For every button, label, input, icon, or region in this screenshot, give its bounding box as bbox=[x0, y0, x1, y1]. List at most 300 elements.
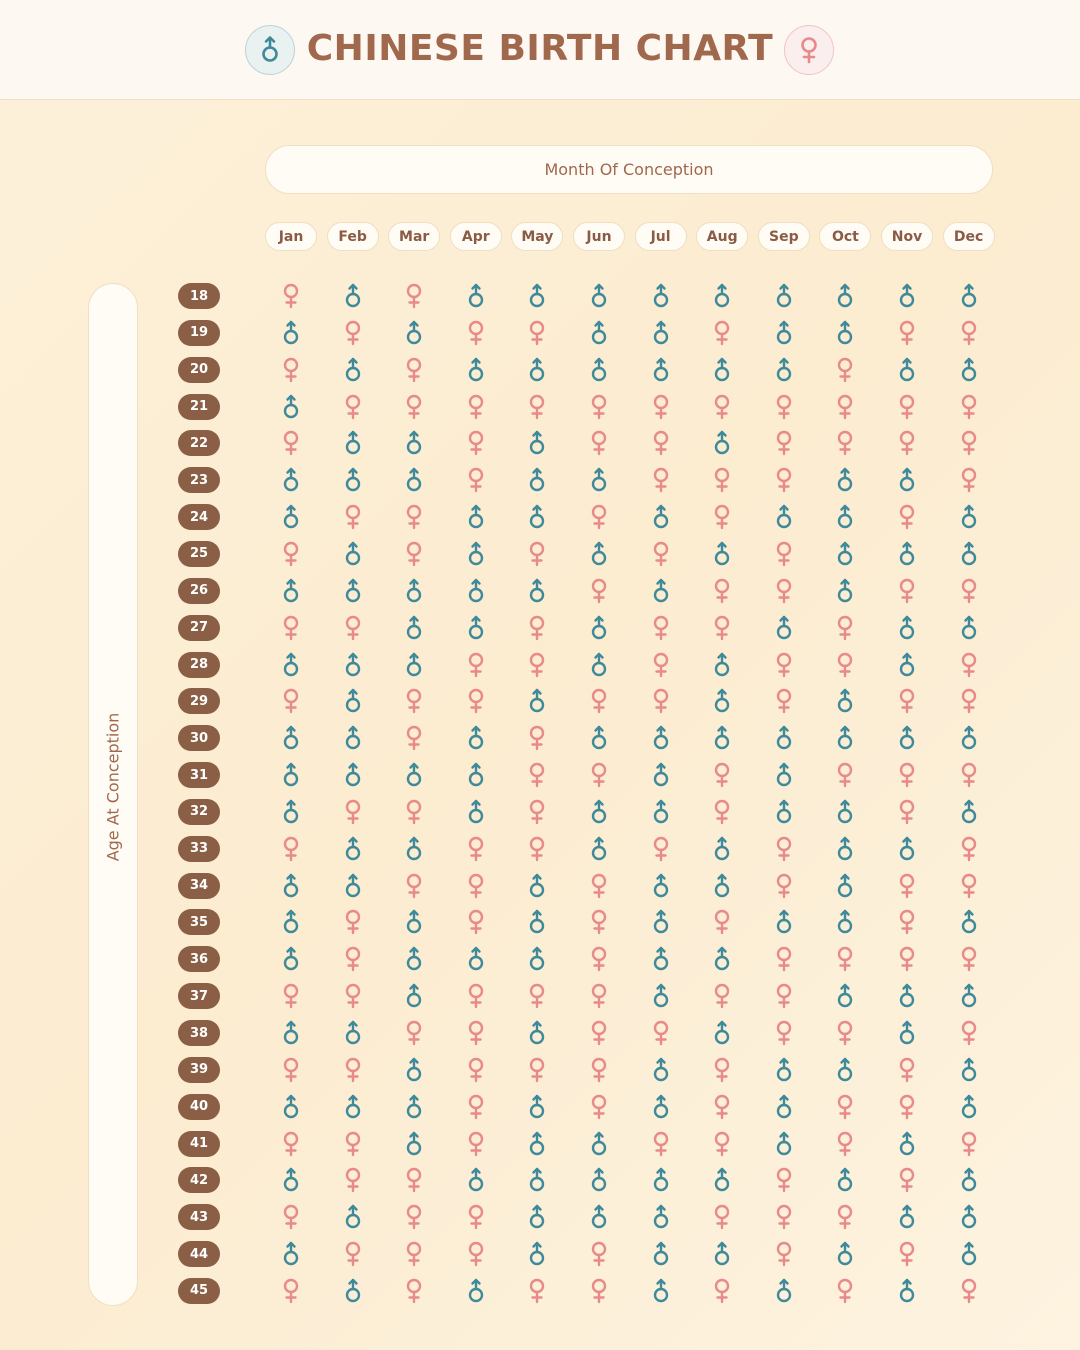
month-label: Jul bbox=[635, 222, 687, 251]
age-label: 36 bbox=[178, 946, 220, 972]
male-symbol-icon bbox=[649, 872, 673, 900]
female-symbol-icon bbox=[587, 1056, 611, 1084]
female-symbol-icon bbox=[587, 945, 611, 973]
female-symbol-icon bbox=[525, 798, 549, 826]
male-symbol-icon bbox=[464, 761, 488, 789]
female-symbol-icon bbox=[895, 393, 919, 421]
female-symbol-icon bbox=[772, 1240, 796, 1268]
female-symbol-icon bbox=[649, 429, 673, 457]
female-symbol-icon bbox=[710, 1093, 734, 1121]
male-symbol-icon bbox=[279, 908, 303, 936]
male-symbol-icon bbox=[833, 982, 857, 1010]
male-symbol-icon bbox=[649, 319, 673, 347]
male-symbol-icon bbox=[895, 466, 919, 494]
age-label: 27 bbox=[178, 615, 220, 641]
male-symbol-icon bbox=[587, 835, 611, 863]
male-symbol-icon bbox=[649, 1166, 673, 1194]
male-symbol-icon bbox=[957, 503, 981, 531]
male-symbol-icon bbox=[279, 1093, 303, 1121]
female-symbol-icon bbox=[957, 577, 981, 605]
male-symbol-icon bbox=[402, 982, 426, 1010]
male-symbol-icon bbox=[341, 761, 365, 789]
male-symbol-icon bbox=[464, 540, 488, 568]
male-symbol-icon bbox=[710, 945, 734, 973]
male-symbol-icon bbox=[402, 945, 426, 973]
male-symbol-icon bbox=[833, 872, 857, 900]
female-symbol-icon bbox=[525, 393, 549, 421]
male-symbol-icon bbox=[833, 835, 857, 863]
header-bar bbox=[0, 0, 1080, 100]
female-symbol-icon bbox=[710, 798, 734, 826]
female-symbol-icon bbox=[341, 1056, 365, 1084]
age-label: 20 bbox=[178, 357, 220, 383]
female-symbol-icon bbox=[772, 687, 796, 715]
female-symbol-icon bbox=[525, 982, 549, 1010]
female-symbol-icon bbox=[341, 1240, 365, 1268]
female-symbol-icon bbox=[833, 356, 857, 384]
female-symbol-icon bbox=[772, 466, 796, 494]
female-symbol-icon bbox=[464, 319, 488, 347]
female-symbol-icon bbox=[279, 1130, 303, 1158]
female-symbol-icon bbox=[772, 945, 796, 973]
male-symbol-icon bbox=[587, 540, 611, 568]
male-symbol-icon bbox=[402, 429, 426, 457]
male-symbol-icon bbox=[464, 1166, 488, 1194]
male-symbol-icon bbox=[525, 1019, 549, 1047]
age-label: 26 bbox=[178, 578, 220, 604]
female-symbol-icon bbox=[402, 1166, 426, 1194]
female-symbol-icon bbox=[710, 466, 734, 494]
male-symbol-icon bbox=[833, 687, 857, 715]
male-symbol-icon bbox=[279, 798, 303, 826]
male-symbol-icon bbox=[341, 282, 365, 310]
female-symbol-icon bbox=[957, 393, 981, 421]
female-symbol-icon bbox=[525, 540, 549, 568]
male-symbol-icon bbox=[957, 1166, 981, 1194]
male-symbol-icon bbox=[279, 393, 303, 421]
male-symbol-icon bbox=[833, 1166, 857, 1194]
age-label: 32 bbox=[178, 799, 220, 825]
male-symbol-icon bbox=[957, 614, 981, 642]
age-label: 29 bbox=[178, 688, 220, 714]
female-symbol-icon bbox=[464, 908, 488, 936]
month-label: Aug bbox=[696, 222, 748, 251]
age-label: 30 bbox=[178, 725, 220, 751]
age-label: 33 bbox=[178, 836, 220, 862]
female-symbol-icon bbox=[895, 945, 919, 973]
female-symbol-icon bbox=[957, 1130, 981, 1158]
male-symbol-icon bbox=[587, 466, 611, 494]
male-symbol-icon bbox=[710, 835, 734, 863]
female-symbol-icon bbox=[587, 982, 611, 1010]
male-symbol-icon bbox=[464, 356, 488, 384]
female-symbol-icon bbox=[710, 761, 734, 789]
male-symbol-icon bbox=[649, 1240, 673, 1268]
male-symbol-icon bbox=[710, 687, 734, 715]
female-symbol-icon bbox=[710, 1277, 734, 1305]
female-symbol-icon bbox=[464, 1093, 488, 1121]
male-symbol-icon bbox=[341, 1277, 365, 1305]
male-symbol-icon bbox=[833, 798, 857, 826]
female-symbol-icon bbox=[464, 1019, 488, 1047]
male-symbol-icon bbox=[649, 1093, 673, 1121]
male-symbol-icon bbox=[587, 282, 611, 310]
female-symbol-icon bbox=[649, 466, 673, 494]
male-symbol-icon bbox=[402, 1093, 426, 1121]
male-symbol-icon bbox=[587, 356, 611, 384]
age-label: 41 bbox=[178, 1131, 220, 1157]
male-symbol-icon bbox=[525, 945, 549, 973]
female-symbol-icon bbox=[957, 835, 981, 863]
male-symbol-icon bbox=[649, 724, 673, 752]
male-symbol-icon bbox=[833, 540, 857, 568]
male-symbol-icon bbox=[341, 540, 365, 568]
male-symbol-icon bbox=[341, 577, 365, 605]
female-symbol-icon bbox=[895, 1166, 919, 1194]
month-label: Nov bbox=[881, 222, 933, 251]
male-symbol-icon bbox=[772, 908, 796, 936]
male-symbol-icon bbox=[341, 724, 365, 752]
male-symbol-icon bbox=[772, 614, 796, 642]
male-symbol-icon bbox=[279, 1019, 303, 1047]
female-symbol-icon bbox=[279, 540, 303, 568]
month-axis-title: Month Of Conception bbox=[265, 145, 993, 194]
female-symbol-icon bbox=[279, 356, 303, 384]
male-symbol-icon bbox=[341, 687, 365, 715]
male-symbol-icon bbox=[402, 651, 426, 679]
month-label: Jun bbox=[573, 222, 625, 251]
female-symbol-icon bbox=[833, 1277, 857, 1305]
male-symbol-icon bbox=[772, 724, 796, 752]
female-symbol-icon bbox=[772, 835, 796, 863]
age-label: 37 bbox=[178, 983, 220, 1009]
female-symbol-icon bbox=[341, 393, 365, 421]
female-symbol-icon bbox=[833, 1203, 857, 1231]
age-label: 35 bbox=[178, 909, 220, 935]
male-symbol-icon bbox=[649, 356, 673, 384]
female-symbol-icon bbox=[710, 577, 734, 605]
male-symbol-icon bbox=[957, 1056, 981, 1084]
female-symbol-icon bbox=[587, 687, 611, 715]
male-symbol-icon bbox=[895, 1130, 919, 1158]
month-label: Dec bbox=[943, 222, 995, 251]
male-symbol-icon bbox=[402, 1056, 426, 1084]
male-symbol-icon bbox=[464, 724, 488, 752]
age-axis-title: Age At Conception bbox=[103, 712, 123, 862]
female-symbol-icon bbox=[957, 761, 981, 789]
female-symbol-icon bbox=[587, 1240, 611, 1268]
female-symbol-icon bbox=[402, 724, 426, 752]
female-symbol-icon bbox=[402, 356, 426, 384]
page-title: CHINESE BIRTH CHART bbox=[306, 28, 774, 69]
male-symbol-icon bbox=[833, 1056, 857, 1084]
female-symbol-icon bbox=[710, 908, 734, 936]
male-symbol-icon bbox=[649, 1203, 673, 1231]
male-symbol-icon bbox=[525, 282, 549, 310]
male-symbol-icon bbox=[649, 945, 673, 973]
female-symbol-icon bbox=[772, 1203, 796, 1231]
female-symbol-icon bbox=[525, 761, 549, 789]
male-symbol-icon bbox=[649, 1056, 673, 1084]
age-label: 44 bbox=[178, 1241, 220, 1267]
male-symbol-icon bbox=[710, 356, 734, 384]
male-symbol-icon bbox=[279, 945, 303, 973]
male-symbol-icon bbox=[957, 356, 981, 384]
age-label: 38 bbox=[178, 1020, 220, 1046]
female-symbol-icon bbox=[402, 393, 426, 421]
male-symbol-icon bbox=[402, 319, 426, 347]
male-symbol-icon bbox=[402, 614, 426, 642]
male-symbol-icon bbox=[710, 1019, 734, 1047]
male-symbol-icon bbox=[833, 282, 857, 310]
male-symbol-icon bbox=[833, 1240, 857, 1268]
female-symbol-icon bbox=[402, 798, 426, 826]
male-symbol-icon bbox=[341, 356, 365, 384]
female-symbol-icon bbox=[710, 614, 734, 642]
male-symbol-icon bbox=[587, 319, 611, 347]
female-symbol-icon bbox=[587, 577, 611, 605]
age-label: 18 bbox=[178, 283, 220, 309]
female-symbol-icon bbox=[279, 1277, 303, 1305]
male-symbol-icon bbox=[341, 429, 365, 457]
female-symbol-icon bbox=[341, 1166, 365, 1194]
female-symbol-icon bbox=[464, 651, 488, 679]
male-symbol-icon bbox=[895, 282, 919, 310]
female-symbol-icon bbox=[957, 1277, 981, 1305]
male-symbol-icon bbox=[525, 1166, 549, 1194]
month-label: Sep bbox=[758, 222, 810, 251]
male-symbol-icon bbox=[772, 319, 796, 347]
female-symbol-icon bbox=[784, 25, 834, 75]
male-symbol-icon bbox=[957, 908, 981, 936]
female-symbol-icon bbox=[895, 687, 919, 715]
female-symbol-icon bbox=[833, 651, 857, 679]
male-symbol-icon bbox=[957, 1240, 981, 1268]
female-symbol-icon bbox=[587, 429, 611, 457]
female-symbol-icon bbox=[402, 540, 426, 568]
female-symbol-icon bbox=[402, 503, 426, 531]
male-symbol-icon bbox=[464, 503, 488, 531]
male-symbol-icon bbox=[895, 724, 919, 752]
male-symbol-icon bbox=[710, 282, 734, 310]
female-symbol-icon bbox=[772, 1019, 796, 1047]
male-symbol-icon bbox=[649, 908, 673, 936]
female-symbol-icon bbox=[464, 466, 488, 494]
male-symbol-icon bbox=[772, 282, 796, 310]
male-symbol-icon bbox=[710, 1240, 734, 1268]
male-symbol-icon bbox=[402, 1130, 426, 1158]
female-symbol-icon bbox=[772, 872, 796, 900]
female-symbol-icon bbox=[341, 798, 365, 826]
female-symbol-icon bbox=[587, 393, 611, 421]
male-symbol-icon bbox=[772, 1130, 796, 1158]
male-symbol-icon bbox=[895, 614, 919, 642]
male-symbol-icon bbox=[464, 1277, 488, 1305]
age-label: 25 bbox=[178, 541, 220, 567]
female-symbol-icon bbox=[341, 945, 365, 973]
male-symbol-icon bbox=[525, 1093, 549, 1121]
male-symbol-icon bbox=[833, 466, 857, 494]
female-symbol-icon bbox=[710, 319, 734, 347]
female-symbol-icon bbox=[525, 1056, 549, 1084]
female-symbol-icon bbox=[402, 1019, 426, 1047]
female-symbol-icon bbox=[464, 393, 488, 421]
female-symbol-icon bbox=[895, 429, 919, 457]
male-symbol-icon bbox=[710, 651, 734, 679]
male-symbol-icon bbox=[341, 1019, 365, 1047]
male-symbol-icon bbox=[895, 1277, 919, 1305]
male-symbol-icon bbox=[587, 1166, 611, 1194]
age-label: 42 bbox=[178, 1167, 220, 1193]
male-symbol-icon bbox=[895, 835, 919, 863]
female-symbol-icon bbox=[279, 1203, 303, 1231]
female-symbol-icon bbox=[464, 687, 488, 715]
female-symbol-icon bbox=[587, 1277, 611, 1305]
female-symbol-icon bbox=[587, 908, 611, 936]
female-symbol-icon bbox=[833, 614, 857, 642]
female-symbol-icon bbox=[649, 614, 673, 642]
female-symbol-icon bbox=[649, 687, 673, 715]
male-symbol-icon bbox=[525, 1203, 549, 1231]
male-symbol-icon bbox=[525, 503, 549, 531]
female-symbol-icon bbox=[464, 982, 488, 1010]
female-symbol-icon bbox=[957, 651, 981, 679]
female-symbol-icon bbox=[279, 429, 303, 457]
female-symbol-icon bbox=[957, 429, 981, 457]
male-symbol-icon bbox=[895, 1203, 919, 1231]
female-symbol-icon bbox=[464, 872, 488, 900]
female-symbol-icon bbox=[341, 982, 365, 1010]
female-symbol-icon bbox=[402, 1277, 426, 1305]
male-symbol-icon bbox=[895, 356, 919, 384]
female-symbol-icon bbox=[649, 835, 673, 863]
female-symbol-icon bbox=[587, 503, 611, 531]
female-symbol-icon bbox=[895, 503, 919, 531]
female-symbol-icon bbox=[833, 945, 857, 973]
female-symbol-icon bbox=[957, 945, 981, 973]
female-symbol-icon bbox=[402, 1203, 426, 1231]
female-symbol-icon bbox=[279, 687, 303, 715]
female-symbol-icon bbox=[957, 1019, 981, 1047]
age-label: 43 bbox=[178, 1204, 220, 1230]
male-symbol-icon bbox=[587, 651, 611, 679]
male-symbol-icon bbox=[649, 503, 673, 531]
age-label: 28 bbox=[178, 652, 220, 678]
female-symbol-icon bbox=[895, 798, 919, 826]
age-label: 31 bbox=[178, 762, 220, 788]
month-label: Jan bbox=[265, 222, 317, 251]
male-symbol-icon bbox=[957, 1203, 981, 1231]
female-symbol-icon bbox=[772, 1166, 796, 1194]
male-symbol-icon bbox=[587, 1130, 611, 1158]
age-label: 39 bbox=[178, 1057, 220, 1083]
male-symbol-icon bbox=[833, 724, 857, 752]
female-symbol-icon bbox=[341, 908, 365, 936]
female-symbol-icon bbox=[649, 651, 673, 679]
male-symbol-icon bbox=[464, 614, 488, 642]
female-symbol-icon bbox=[525, 1277, 549, 1305]
male-symbol-icon bbox=[525, 687, 549, 715]
female-symbol-icon bbox=[772, 393, 796, 421]
female-symbol-icon bbox=[279, 982, 303, 1010]
female-symbol-icon bbox=[649, 1019, 673, 1047]
male-symbol-icon bbox=[279, 1240, 303, 1268]
female-symbol-icon bbox=[895, 908, 919, 936]
female-symbol-icon bbox=[402, 872, 426, 900]
female-symbol-icon bbox=[957, 319, 981, 347]
age-label: 24 bbox=[178, 504, 220, 530]
male-symbol-icon bbox=[772, 1093, 796, 1121]
female-symbol-icon bbox=[833, 1130, 857, 1158]
male-symbol-icon bbox=[587, 614, 611, 642]
male-symbol-icon bbox=[772, 1056, 796, 1084]
male-symbol-icon bbox=[279, 761, 303, 789]
male-symbol-icon bbox=[649, 761, 673, 789]
female-symbol-icon bbox=[279, 614, 303, 642]
female-symbol-icon bbox=[341, 614, 365, 642]
female-symbol-icon bbox=[649, 540, 673, 568]
male-symbol-icon bbox=[279, 577, 303, 605]
male-symbol-icon bbox=[525, 1130, 549, 1158]
male-symbol-icon bbox=[710, 540, 734, 568]
female-symbol-icon bbox=[525, 319, 549, 347]
male-symbol-icon bbox=[341, 1203, 365, 1231]
month-label: May bbox=[511, 222, 563, 251]
age-label: 34 bbox=[178, 873, 220, 899]
female-symbol-icon bbox=[957, 872, 981, 900]
male-symbol-icon bbox=[833, 908, 857, 936]
female-symbol-icon bbox=[772, 982, 796, 1010]
female-symbol-icon bbox=[895, 872, 919, 900]
age-label: 40 bbox=[178, 1094, 220, 1120]
male-symbol-icon bbox=[957, 798, 981, 826]
male-symbol-icon bbox=[587, 1203, 611, 1231]
female-symbol-icon bbox=[587, 872, 611, 900]
male-symbol-icon bbox=[772, 356, 796, 384]
female-symbol-icon bbox=[957, 687, 981, 715]
male-symbol-icon bbox=[525, 429, 549, 457]
month-label: Oct bbox=[819, 222, 871, 251]
male-symbol-icon bbox=[525, 356, 549, 384]
male-symbol-icon bbox=[833, 319, 857, 347]
male-symbol-icon bbox=[402, 577, 426, 605]
male-symbol-icon bbox=[279, 651, 303, 679]
female-symbol-icon bbox=[341, 1130, 365, 1158]
male-symbol-icon bbox=[341, 466, 365, 494]
male-symbol-icon bbox=[279, 1166, 303, 1194]
female-symbol-icon bbox=[587, 1093, 611, 1121]
male-symbol-icon bbox=[279, 319, 303, 347]
male-symbol-icon bbox=[710, 429, 734, 457]
male-symbol-icon bbox=[279, 724, 303, 752]
female-symbol-icon bbox=[649, 393, 673, 421]
male-symbol-icon bbox=[341, 872, 365, 900]
month-label: Mar bbox=[388, 222, 440, 251]
male-symbol-icon bbox=[772, 761, 796, 789]
age-label: 22 bbox=[178, 430, 220, 456]
female-symbol-icon bbox=[525, 614, 549, 642]
male-symbol-icon bbox=[649, 1277, 673, 1305]
female-symbol-icon bbox=[464, 429, 488, 457]
female-symbol-icon bbox=[710, 393, 734, 421]
male-symbol-icon bbox=[341, 651, 365, 679]
female-symbol-icon bbox=[464, 1240, 488, 1268]
male-symbol-icon bbox=[279, 466, 303, 494]
male-symbol-icon bbox=[587, 724, 611, 752]
male-symbol-icon bbox=[772, 798, 796, 826]
male-symbol-icon bbox=[772, 1277, 796, 1305]
male-symbol-icon bbox=[402, 908, 426, 936]
